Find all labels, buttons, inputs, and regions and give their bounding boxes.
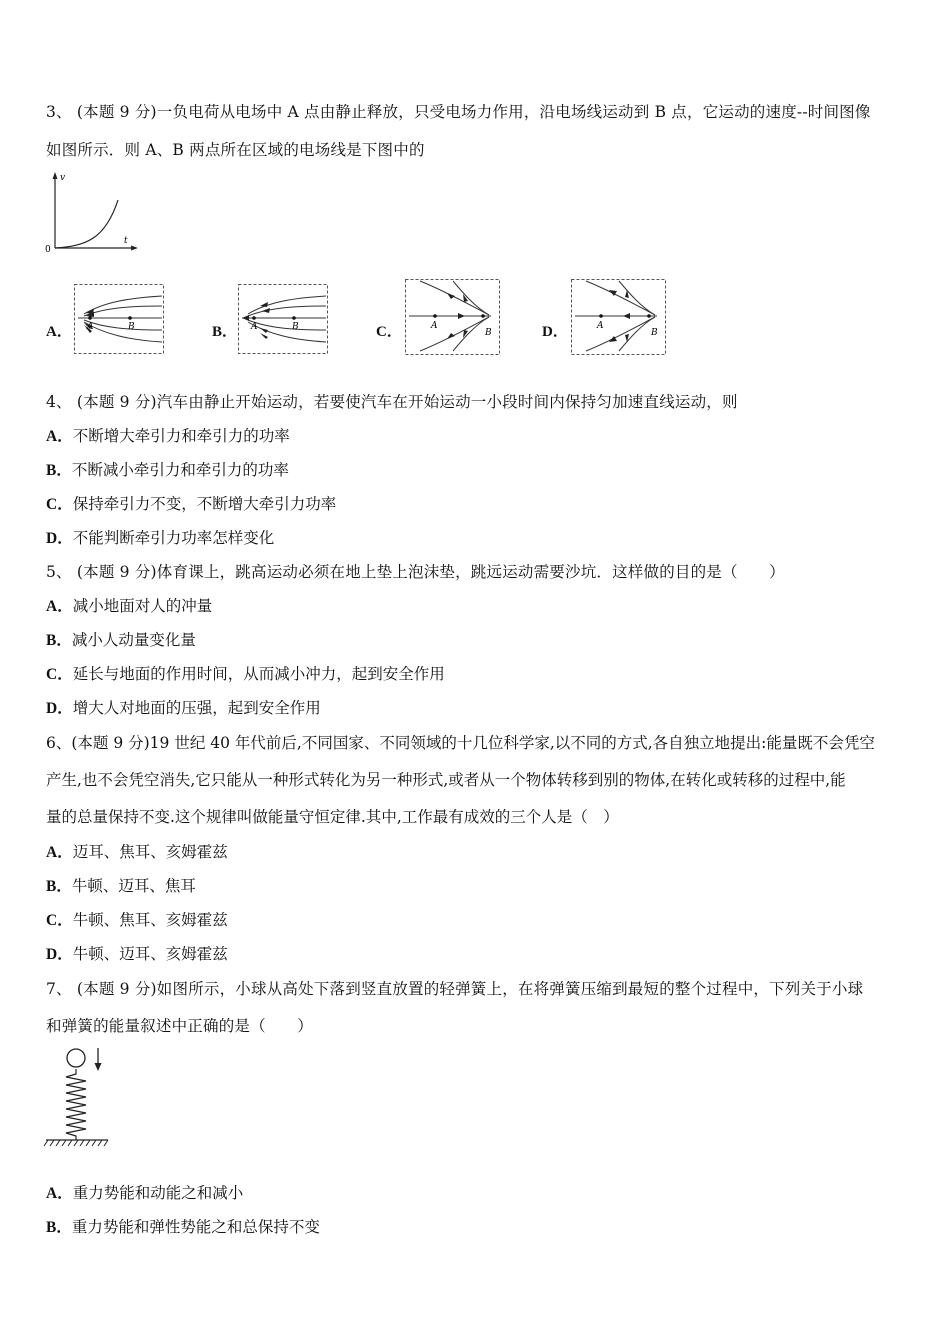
pt-a: A — [87, 322, 94, 332]
q4-stem: 4、 (本题 9 分)汽车由静止开始运动，若要使汽车在开始运动一小段时间内保持匀加速直线运动，则 — [46, 393, 738, 411]
pt-b: B — [485, 328, 492, 338]
option-text: 不断增大牵引力和牵引力的功率 — [72, 427, 290, 445]
option-text: 迈耳、焦耳、亥姆霍兹 — [72, 843, 228, 861]
q5-option-d[interactable] — [46, 698, 321, 719]
q4-option-d[interactable] — [46, 528, 274, 549]
option-letter: C． — [46, 666, 73, 683]
option-text: 牛顿、迈耳、焦耳 — [71, 877, 196, 895]
field-diagram-c[interactable] — [405, 279, 500, 355]
q3-stem-line2: 如图所示．则 A、B 两点所在区域的电场线是下图中的 — [46, 141, 425, 159]
q3-option-c-label[interactable]: C． — [376, 324, 402, 340]
q6-option-d[interactable] — [46, 944, 228, 965]
q7-option-a[interactable] — [46, 1183, 243, 1204]
option-text: 重力势能和弹性势能之和总保持不变 — [71, 1218, 320, 1236]
option-text: 增大人对地面的压强，起到安全作用 — [72, 699, 321, 717]
option-letter: D． — [46, 946, 73, 963]
pt-b: B — [128, 322, 135, 332]
option-letter: A． — [46, 428, 73, 445]
graph-t-label: t — [124, 236, 128, 246]
option-letter: B． — [46, 1219, 72, 1236]
option-letter: C． — [46, 496, 73, 513]
q4-option-b[interactable] — [46, 460, 289, 481]
vt-graph — [40, 170, 150, 260]
option-letter: C． — [46, 912, 73, 929]
q6-stem-line1: 6、(本题 9 分)19 世纪 40 年代前后,不同国家、不同领域的十几位科学家,以不同的方式,各自独立地提出:能量既不会凭空 — [46, 734, 875, 752]
option-letter: D． — [46, 700, 73, 717]
q5-option-a[interactable] — [46, 596, 212, 617]
graph-v-label: v — [60, 173, 66, 183]
option-text: 不能判断牵引力功率怎样变化 — [72, 529, 275, 547]
option-text: 牛顿、焦耳、亥姆霍兹 — [72, 911, 228, 929]
option-text: 不断减小牵引力和牵引力的功率 — [71, 461, 289, 479]
option-letter: B． — [46, 878, 72, 895]
q3-stem-line1: 3、 (本题 9 分)一负电荷从电场中 A 点由静止释放，只受电场力作用，沿电场线运动到 B 点，它运动的速度--时间图像 — [46, 103, 871, 121]
field-diagram-b[interactable] — [238, 284, 328, 354]
option-letter: B． — [46, 462, 72, 479]
option-text: 减小人动量变化量 — [71, 631, 196, 649]
option-text: 重力势能和动能之和减小 — [72, 1184, 244, 1202]
graph-origin-label: 0 — [45, 245, 51, 255]
field-diagram-d[interactable] — [571, 279, 666, 355]
option-letter: A． — [46, 598, 73, 615]
pt-b: B — [651, 328, 658, 338]
q3-option-d-label[interactable]: D． — [542, 324, 568, 340]
q4-option-c[interactable] — [46, 494, 336, 515]
q4-option-a[interactable] — [46, 426, 290, 447]
option-letter: A． — [46, 1185, 73, 1202]
option-text: 减小地面对人的冲量 — [72, 597, 213, 615]
field-diagram-a[interactable] — [74, 284, 164, 354]
q5-option-b[interactable] — [46, 630, 196, 651]
q6-option-b[interactable] — [46, 876, 196, 897]
q6-stem-line2: 产生,也不会凭空消失,它只能从一种形式转化为另一种形式,或者从一个物体转移到别的物体,在转化或转移的过程中,能 — [46, 771, 846, 789]
ball-spring-figure — [44, 1044, 114, 1150]
q5-stem: 5、 (本题 9 分)体育课上，跳高运动必须在地上垫上泡沫垫，跳远运动需要沙坑．这样做的目的是（ ） — [46, 563, 785, 581]
option-letter: A． — [46, 844, 73, 861]
option-text: 牛顿、迈耳、亥姆霍兹 — [72, 945, 228, 963]
option-letter: B． — [46, 632, 72, 649]
pt-a: A — [431, 321, 438, 331]
q6-option-c[interactable] — [46, 910, 228, 931]
pt-b: B — [292, 322, 299, 332]
q6-option-a[interactable] — [46, 842, 228, 863]
q3-option-a-label[interactable]: A． — [46, 324, 72, 340]
q5-option-c[interactable] — [46, 664, 445, 685]
q7-option-b[interactable] — [46, 1217, 320, 1238]
option-letter: D． — [46, 530, 73, 547]
q7-stem-line1: 7、 (本题 9 分)如图所示，小球从高处下落到竖直放置的轻弹簧上，在将弹簧压缩到最短的整个过程中，下列关于小球 — [46, 980, 864, 998]
option-text: 延长与地面的作用时间，从而减小冲力，起到安全作用 — [72, 665, 445, 683]
pt-a: A — [597, 321, 604, 331]
q3-option-b-label[interactable]: B． — [212, 324, 238, 340]
pt-a: A — [251, 322, 258, 332]
q7-stem-line2: 和弹簧的能量叙述中正确的是（ ） — [46, 1017, 313, 1035]
option-text: 保持牵引力不变，不断增大牵引力功率 — [72, 495, 337, 513]
q6-stem-line3: 量的总量保持不变.这个规律叫做能量守恒定律.其中,工作最有成效的三个人是（ ） — [46, 808, 619, 826]
